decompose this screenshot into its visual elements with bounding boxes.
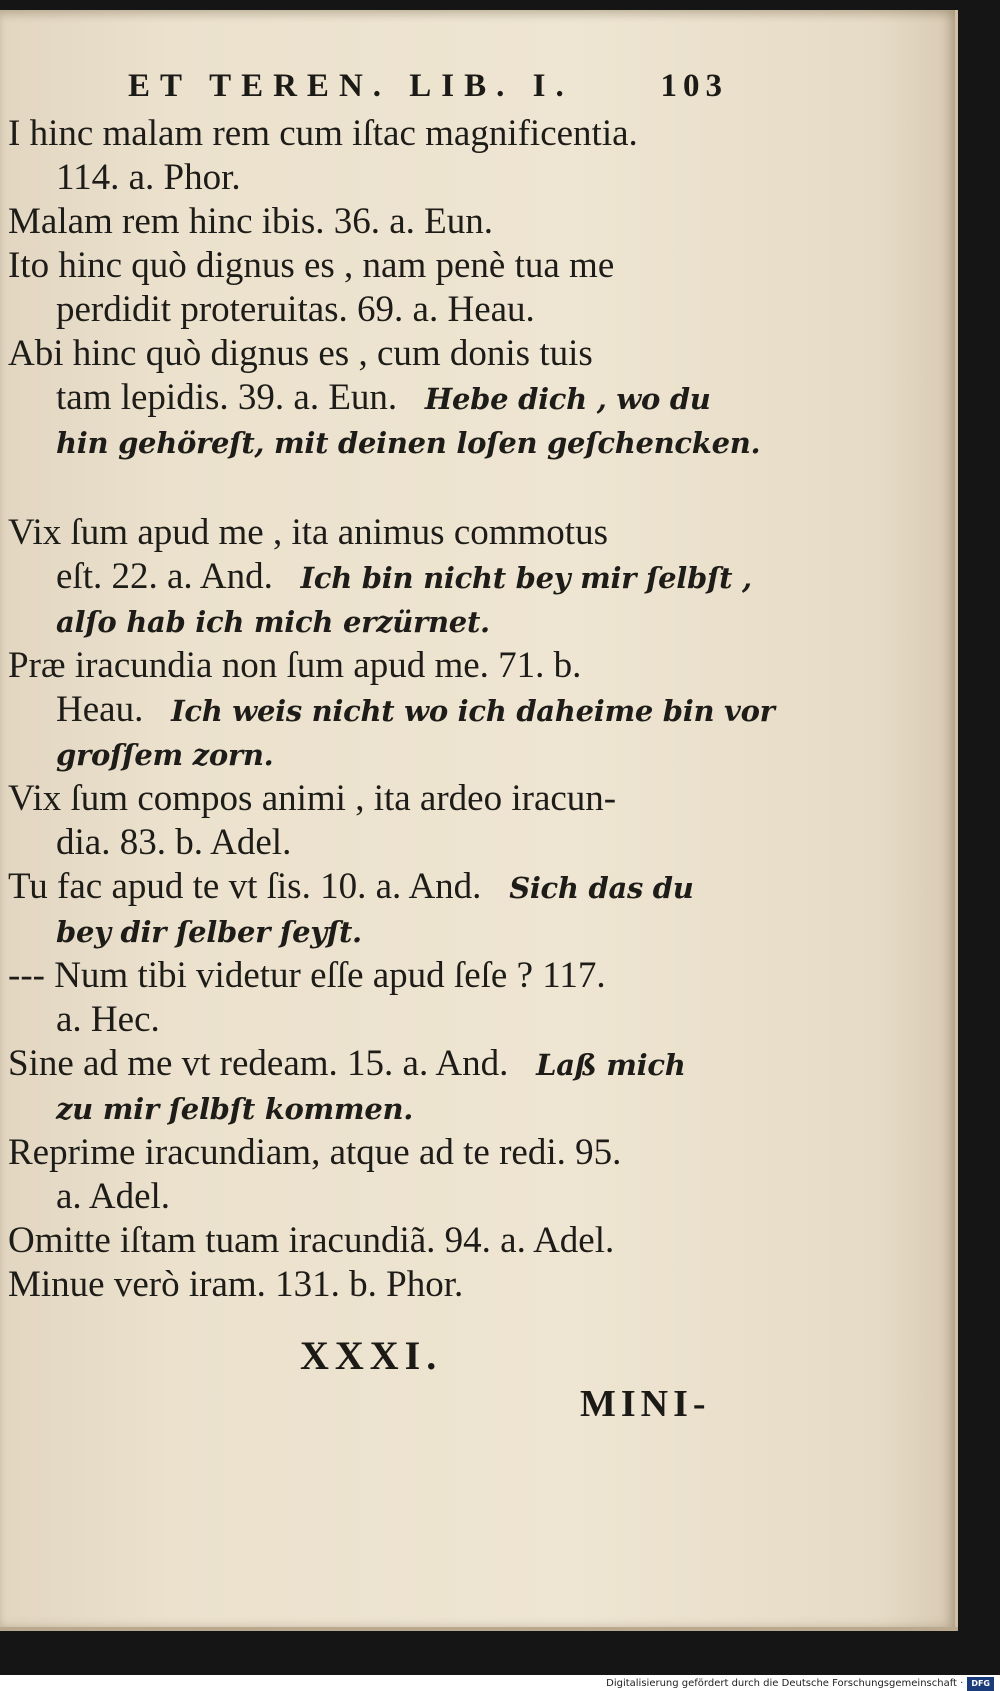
text-block [8, 112, 775, 1307]
entry [8, 1042, 728, 1131]
entry-line: I hinc malam rem cum iſtac magnificentia. [8, 113, 638, 154]
german-gloss: bey dir ſelber ſeyſt. [56, 915, 362, 949]
digitization-credit [606, 1676, 994, 1691]
entry-line [8, 865, 728, 910]
german-gloss: Ich weis nicht wo ich daheime bin vor [171, 694, 775, 728]
entry [8, 644, 775, 777]
entry-line: a. Adel. [56, 1176, 171, 1217]
entry [8, 1131, 728, 1219]
entry [8, 200, 728, 244]
entry [8, 865, 728, 954]
latin-text: Heau. [56, 689, 144, 730]
dfg-logo-icon: DFG [967, 1677, 994, 1691]
entry-line: --- Num tibi videtur eſſe apud ſeſe ? 117. [8, 955, 606, 996]
german-gloss: Laß mich [536, 1048, 686, 1082]
entry-line: Malam rem hinc ibis. 36. a. Eun. [8, 201, 494, 242]
entry-line: dia. 83. b. Adel. [56, 822, 292, 863]
page-bottom-edge [0, 1627, 958, 1631]
entry [8, 244, 728, 332]
entry [8, 1219, 728, 1263]
entry [8, 777, 728, 865]
catchword: MINI- [580, 1383, 711, 1425]
entry [8, 1263, 728, 1307]
entry-line: Omitte iſtam tuam iracundiã. 94. a. Adel. [8, 1220, 615, 1261]
entry-line: Reprime iracundiam, atque ad te redi. 95. [8, 1132, 622, 1173]
latin-text: Sine ad me vt redeam. 15. a. And. [8, 1043, 509, 1084]
page-edge [955, 10, 958, 1627]
entry-line: 114. a. Phor. [56, 157, 241, 198]
german-gloss: Hebe dich , wo du [424, 382, 711, 416]
entry [8, 511, 752, 644]
entry-line: a. Hec. [56, 999, 160, 1040]
running-title: ET TEREN. LIB. I. [128, 68, 574, 104]
latin-text: Tu fac apud te vt ſis. 10. a. And. [8, 866, 482, 907]
german-gloss: Sich das du [509, 871, 694, 905]
entry-line: Minue verò iram. 131. b. Phor. [8, 1264, 464, 1305]
entry [8, 332, 761, 465]
signature-mark: XXXI. [300, 1333, 443, 1378]
german-gloss: hin gehöreſt, mit deinen loſen geſchencken. [56, 426, 761, 460]
latin-text: eſt. 22. a. And. [56, 556, 273, 597]
entry-line: Vix ſum compos animi , ita ardeo iracun- [8, 778, 617, 819]
entry-line [8, 555, 752, 600]
entry [8, 954, 728, 1042]
german-gloss: alſo hab ich mich erzürnet. [56, 605, 490, 639]
entry-line: Ito hinc quò dignus es , nam penè tua me [8, 245, 615, 286]
section-gap [8, 465, 728, 511]
entry-line: perdidit proteruitas. 69. a. Heau. [56, 289, 535, 330]
entry-line [8, 688, 775, 733]
credit-text: Digitalisierung gefördert durch die Deutsche Forschungsgemeinschaft · [606, 1678, 964, 1689]
german-gloss: groſſem zorn. [56, 738, 274, 772]
german-gloss: zu mir ſelbſt kommen. [56, 1092, 414, 1126]
entry-line: Vix ſum apud me , ita animus commotus [8, 512, 608, 553]
entry-line [8, 376, 728, 421]
running-head [128, 68, 728, 108]
latin-text: tam lepidis. 39. a. Eun. [56, 377, 398, 418]
german-gloss: Ich bin nicht bey mir ſelbſt , [300, 561, 752, 595]
entry-line: Abi hinc quò dignus es , cum donis tuis [8, 333, 593, 374]
entry-line [8, 1042, 728, 1087]
entry [8, 112, 728, 200]
page-number: 103 [660, 68, 728, 104]
entry-line: Præ iracundia non ſum apud me. 71. b. [8, 645, 582, 686]
